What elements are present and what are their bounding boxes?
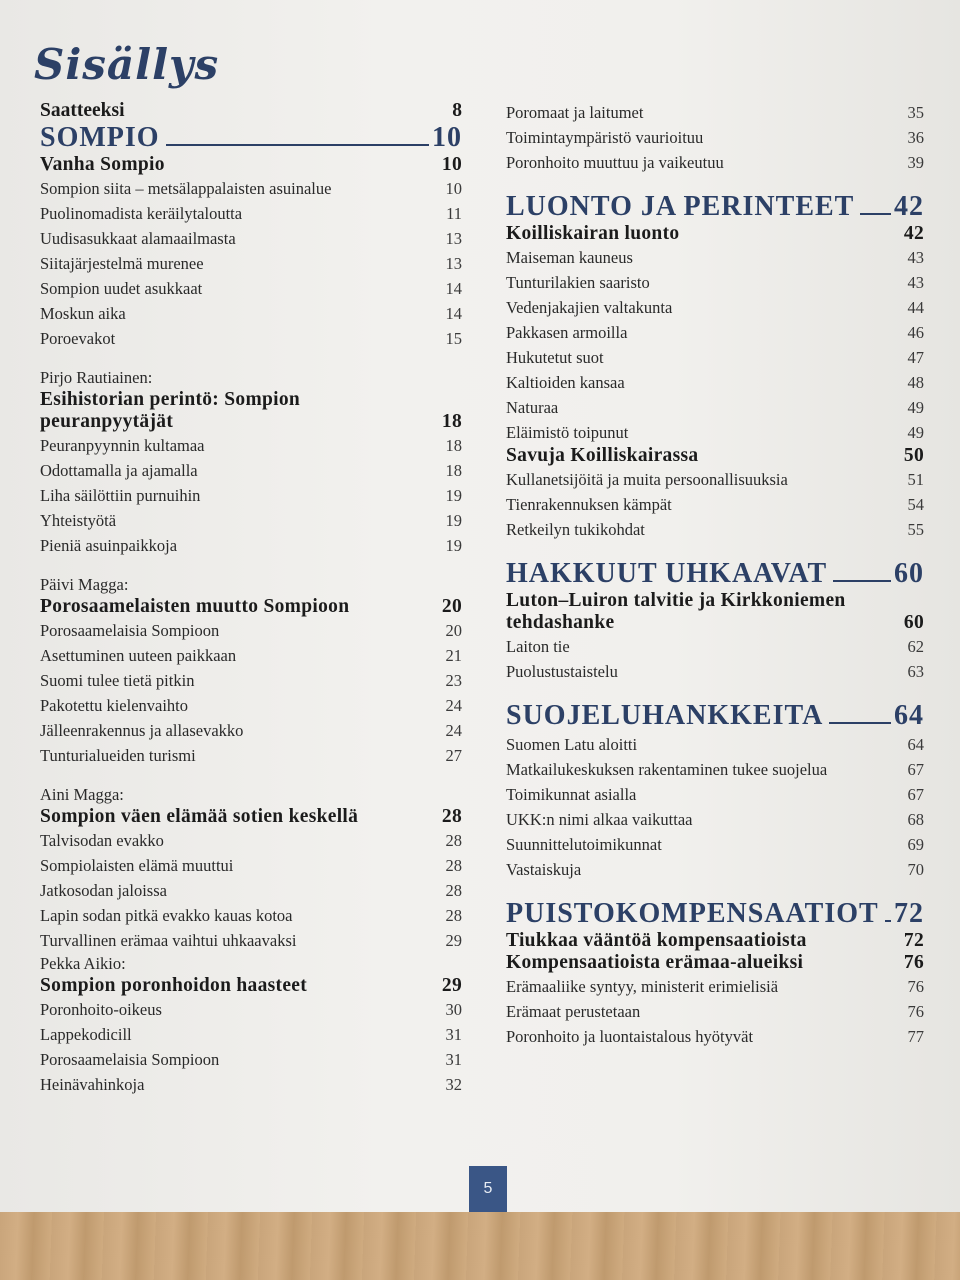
entry-title: Jälleenrakennus ja allasevakko — [40, 721, 244, 740]
entry-page-number: 30 — [445, 1000, 462, 1019]
spacer — [506, 542, 924, 558]
entry-title: Pieniä asuinpaikkoja — [40, 536, 178, 555]
entry-title: Sompion uudet asukkaat — [40, 279, 203, 298]
toc-item — [506, 1024, 924, 1049]
entry-title: Suomen Latu aloitti — [506, 735, 638, 754]
entry-page-number: 10 — [432, 122, 462, 153]
entry-page-number: 15 — [445, 329, 462, 348]
toc-item — [506, 270, 924, 295]
entry-title: Sompion väen elämää sotien keskellä — [40, 806, 359, 827]
toc-item — [40, 718, 462, 743]
entry-page-number: 55 — [907, 520, 924, 539]
entry-title: Kullanetsijöitä ja muita persoonallisuuksia — [506, 470, 788, 489]
entry-page-number: 62 — [907, 637, 924, 656]
toc-section — [506, 191, 924, 223]
entry-page-number: 27 — [445, 746, 462, 765]
entry-title: Toimintaympäristö vaurioituu — [506, 128, 704, 147]
spacer — [506, 882, 924, 898]
toc-item — [40, 618, 462, 643]
entry-page-number: 47 — [907, 348, 924, 367]
toc-item — [506, 517, 924, 542]
toc-item — [506, 150, 924, 175]
entry-page-number: 76 — [907, 977, 924, 996]
entry-page-number: 63 — [907, 662, 924, 681]
entry-page-number: 67 — [907, 760, 924, 779]
toc-item — [40, 878, 462, 903]
toc-section — [506, 558, 924, 590]
entry-page-number: 18 — [445, 436, 462, 455]
entry-title: Retkeilyn tukikohdat — [506, 520, 645, 539]
toc-entry — [40, 100, 462, 122]
entry-page-number: 42 — [894, 191, 924, 222]
entry-page-number: 42 — [903, 223, 924, 244]
toc-item — [506, 245, 924, 270]
entry-page-number: 29 — [445, 931, 462, 950]
leader-line — [860, 213, 891, 215]
entry-page-number: 29 — [441, 975, 462, 996]
page-number: 5 — [469, 1166, 507, 1212]
entry-page-number: 39 — [907, 153, 924, 172]
entry-page-number: 19 — [445, 511, 462, 530]
entry-title: Esihistorian perintö: Sompion peuranpyytäjät — [40, 389, 301, 432]
entry-title: Luton–Luiron talvitie ja Kirkkoniemen tehdashanke — [506, 590, 846, 633]
toc-item — [506, 492, 924, 517]
entry-page-number: 72 — [903, 930, 924, 951]
entry-title: Savuja Koilliskairassa — [506, 445, 699, 466]
entry-page-number: 28 — [445, 906, 462, 925]
entry-title: Matkailukeskuksen rakentaminen tukee suojelua — [506, 760, 828, 779]
entry-page-number: 28 — [441, 806, 462, 827]
entry-title: Talvisodan evakko — [40, 831, 164, 850]
entry-page-number: 60 — [894, 558, 924, 589]
entry-page-number: 28 — [445, 856, 462, 875]
entry-page-number: 49 — [907, 423, 924, 442]
author-name: Aini Magga: — [40, 785, 124, 804]
entry-page-number: 70 — [907, 860, 924, 879]
entry-title: Eläimistö toipunut — [506, 423, 629, 442]
toc-item — [506, 420, 924, 445]
entry-page-number: 50 — [903, 445, 924, 466]
entry-page-number: 49 — [907, 398, 924, 417]
entry-title: PUISTOKOMPENSAATIOT — [506, 898, 879, 929]
entry-page-number: 77 — [907, 1027, 924, 1046]
toc-chapter — [506, 590, 924, 634]
entry-page-number: 8 — [452, 100, 462, 121]
toc-chapter — [506, 952, 924, 974]
entry-title: Saatteeksi — [40, 100, 125, 121]
entry-page-number: 44 — [907, 298, 924, 317]
entry-title: Jatkosodan jaloissa — [40, 881, 167, 900]
entry-page-number: 14 — [445, 304, 462, 323]
entry-title: Sompion poronhoidon haasteet — [40, 975, 308, 996]
entry-page-number: 19 — [445, 486, 462, 505]
entry-page-number: 10 — [441, 154, 462, 175]
entry-title: Tiukkaa vääntöä kompensaatioista — [506, 930, 807, 951]
entry-title: Porosaamelaisia Sompioon — [40, 621, 220, 640]
entry-page-number: 43 — [907, 248, 924, 267]
entry-page-number: 48 — [907, 373, 924, 392]
entry-page-number: 51 — [907, 470, 924, 489]
toc-item — [40, 928, 462, 953]
toc-item — [506, 757, 924, 782]
toc-section — [506, 700, 924, 732]
toc-item — [40, 668, 462, 693]
toc-item — [40, 903, 462, 928]
author-name: Päivi Magga: — [40, 575, 129, 594]
toc-item — [40, 301, 462, 326]
entry-title: Moskun aika — [40, 304, 126, 323]
entry-title: HAKKUUT UHKAAVAT — [506, 558, 828, 589]
toc-item — [40, 828, 462, 853]
entry-title: Suomi tulee tietä pitkin — [40, 671, 195, 690]
toc-item — [506, 659, 924, 684]
toc-item — [40, 226, 462, 251]
table-surface — [0, 1212, 960, 1280]
toc-item — [40, 176, 462, 201]
toc-item — [40, 433, 462, 458]
entry-page-number: 28 — [445, 881, 462, 900]
leader-line — [833, 580, 891, 582]
entry-title: Uudisasukkaat alamaailmasta — [40, 229, 236, 248]
entry-title: Porosaamelaisten muutto Sompioon — [40, 596, 350, 617]
toc-chapter — [40, 389, 462, 433]
toc-section — [506, 898, 924, 930]
toc-item — [40, 201, 462, 226]
entry-title: Lapin sodan pitkä evakko kauas kotoa — [40, 906, 293, 925]
entry-title: Laiton tie — [506, 637, 570, 656]
entry-page-number: 60 — [903, 612, 924, 633]
toc-item — [40, 533, 462, 558]
entry-title: Poronhoito-oikeus — [40, 1000, 162, 1019]
entry-title: Kompensaatioista erämaa-alueiksi — [506, 952, 804, 973]
entry-page-number: 43 — [907, 273, 924, 292]
entry-title: Heinävahinkoja — [40, 1075, 145, 1094]
entry-page-number: 32 — [445, 1075, 462, 1094]
toc-item — [40, 643, 462, 668]
entry-page-number: 20 — [441, 596, 462, 617]
entry-page-number: 20 — [445, 621, 462, 640]
toc-item — [40, 326, 462, 351]
entry-title: Porosaamelaisia Sompioon — [40, 1050, 220, 1069]
entry-page-number: 13 — [445, 229, 462, 248]
entry-title: Sompion siita – metsälappalaisten asuinalue — [40, 179, 332, 198]
entry-title: Pakkasen armoilla — [506, 323, 628, 342]
spacer — [506, 684, 924, 700]
entry-title: Poroevakot — [40, 329, 116, 348]
toc-item — [506, 807, 924, 832]
entry-page-number: 14 — [445, 279, 462, 298]
toc-item — [40, 458, 462, 483]
entry-page-number: 35 — [907, 103, 924, 122]
toc-item — [506, 634, 924, 659]
toc-item — [506, 125, 924, 150]
entry-title: Vanha Sompio — [40, 154, 165, 175]
leader-line — [166, 144, 429, 146]
entry-title: Maiseman kauneus — [506, 248, 633, 267]
entry-page-number: 36 — [907, 128, 924, 147]
toc-item — [506, 974, 924, 999]
entry-title: Toimikunnat asialla — [506, 785, 637, 804]
leader-line — [885, 920, 891, 922]
entry-title: Peuranpyynnin kultamaa — [40, 436, 205, 455]
toc-item — [506, 857, 924, 882]
toc-chapter — [40, 154, 462, 176]
spacer — [506, 175, 924, 191]
entry-page-number: 68 — [907, 810, 924, 829]
toc-item — [40, 1072, 462, 1097]
entry-page-number: 24 — [445, 721, 462, 740]
toc-item — [506, 395, 924, 420]
toc-item — [40, 853, 462, 878]
entry-title: Turvallinen erämaa vaihtui uhkaavaksi — [40, 931, 297, 950]
entry-title: Poronhoito ja luontaistalous hyötyvät — [506, 1027, 754, 1046]
entry-title: Yhteistyötä — [40, 511, 117, 530]
toc-chapter — [40, 806, 462, 828]
entry-page-number: 21 — [445, 646, 462, 665]
entry-title: SUOJELUHANKKEITA — [506, 700, 824, 731]
toc-item — [506, 295, 924, 320]
entry-page-number: 72 — [894, 898, 924, 929]
entry-page-number: 76 — [907, 1002, 924, 1021]
toc-item — [40, 693, 462, 718]
toc-chapter — [506, 223, 924, 245]
toc-chapter — [40, 596, 462, 618]
toc-chapter — [40, 975, 462, 997]
entry-title: Asettuminen uuteen paikkaan — [40, 646, 237, 665]
entry-title: Pakotettu kielenvaihto — [40, 696, 189, 715]
toc-item — [506, 999, 924, 1024]
entry-title: Suunnittelutoimikunnat — [506, 835, 662, 854]
author-name: Pirjo Rautiainen: — [40, 368, 153, 387]
entry-page-number: 31 — [445, 1025, 462, 1044]
entry-title: Lappekodicill — [40, 1025, 132, 1044]
entry-title: Puolinomadista keräilytaloutta — [40, 204, 243, 223]
toc-item — [506, 832, 924, 857]
entry-title: Poromaat ja laitumet — [506, 103, 644, 122]
entry-page-number: 54 — [907, 495, 924, 514]
entry-title: Tunturialueiden turismi — [40, 746, 196, 765]
spacer — [40, 558, 462, 574]
entry-title: Tienrakennuksen kämpät — [506, 495, 672, 514]
leader-line — [829, 722, 891, 724]
entry-page-number: 18 — [445, 461, 462, 480]
entry-title: UKK:n nimi alkaa vaikuttaa — [506, 810, 693, 829]
toc-item — [40, 1047, 462, 1072]
entry-page-number: 23 — [445, 671, 462, 690]
toc-item — [506, 320, 924, 345]
entry-title: Vedenjakajien valtakunta — [506, 298, 673, 317]
entry-page-number: 18 — [441, 411, 462, 432]
toc-item — [506, 100, 924, 125]
entry-title: Kaltioiden kansaa — [506, 373, 625, 392]
entry-page-number: 11 — [446, 204, 462, 223]
toc-item — [506, 467, 924, 492]
contents-title: Sisällys — [34, 40, 220, 89]
entry-title: Erämaaliike syntyy, ministerit erimielisiä — [506, 977, 779, 996]
toc-item — [40, 743, 462, 768]
entry-title: Puolustustaistelu — [506, 662, 618, 681]
toc-section — [40, 122, 462, 154]
toc-chapter — [506, 445, 924, 467]
entry-page-number: 31 — [445, 1050, 462, 1069]
entry-title: Siitajärjestelmä murenee — [40, 254, 204, 273]
toc-item — [506, 732, 924, 757]
entry-title: Odottamalla ja ajamalla — [40, 461, 198, 480]
entry-page-number: 10 — [445, 179, 462, 198]
toc-item — [40, 1022, 462, 1047]
entry-page-number: 28 — [445, 831, 462, 850]
author-name: Pekka Aikio: — [40, 954, 126, 973]
entry-page-number: 64 — [907, 735, 924, 754]
entry-title: Naturaa — [506, 398, 559, 417]
toc-right-column — [506, 100, 924, 1049]
entry-page-number: 13 — [445, 254, 462, 273]
toc-item — [40, 276, 462, 301]
toc-item — [40, 997, 462, 1022]
entry-title: Poronhoito muuttuu ja vaikeutuu — [506, 153, 724, 172]
entry-page-number: 69 — [907, 835, 924, 854]
spacer — [40, 351, 462, 367]
toc-item — [506, 370, 924, 395]
entry-title: Hukutetut suot — [506, 348, 604, 367]
entry-title: Sompiolaisten elämä muuttui — [40, 856, 234, 875]
entry-title: Liha säilöttiin purnuihin — [40, 486, 201, 505]
entry-page-number: 67 — [907, 785, 924, 804]
entry-title: Erämaat perustetaan — [506, 1002, 641, 1021]
entry-title: Tunturilakien saaristo — [506, 273, 650, 292]
entry-title: Koilliskairan luonto — [506, 223, 680, 244]
toc-item — [506, 782, 924, 807]
toc-left-column — [40, 100, 462, 1097]
entry-title: SOMPIO — [40, 122, 160, 153]
entry-page-number: 64 — [894, 700, 924, 731]
toc-item — [40, 508, 462, 533]
entry-title: Vastaiskuja — [506, 860, 582, 879]
entry-title: LUONTO JA PERINTEET — [506, 191, 855, 222]
entry-page-number: 76 — [903, 952, 924, 973]
entry-page-number: 46 — [907, 323, 924, 342]
spacer — [40, 768, 462, 784]
toc-item — [506, 345, 924, 370]
entry-page-number: 24 — [445, 696, 462, 715]
toc-item — [40, 251, 462, 276]
toc-item — [40, 483, 462, 508]
entry-page-number: 19 — [445, 536, 462, 555]
toc-chapter — [506, 930, 924, 952]
